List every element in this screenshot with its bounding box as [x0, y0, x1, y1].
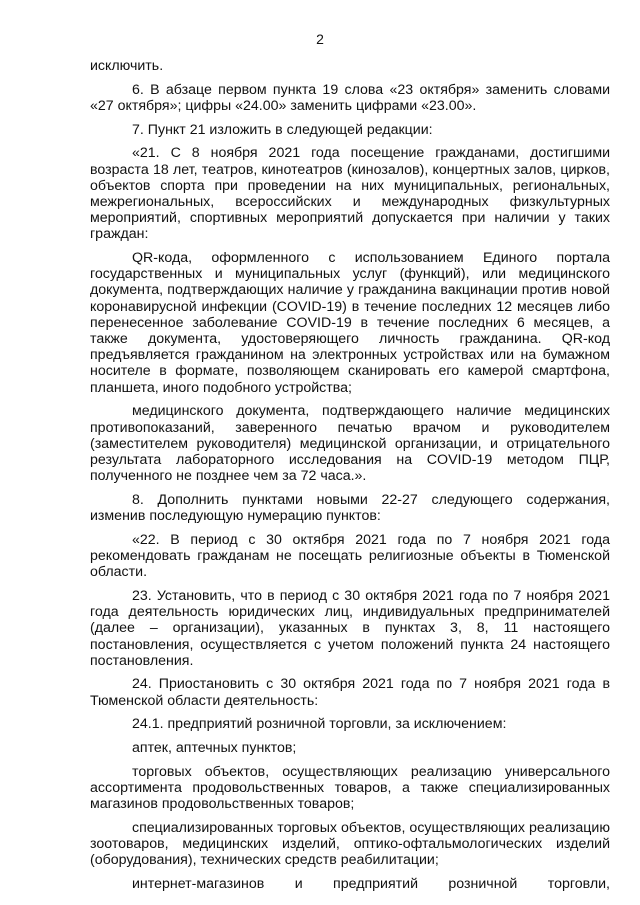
page-number: 2: [316, 31, 324, 47]
paragraph: медицинского документа, подтверждающего наличие медицинских противопоказаний, заверенного печатью врачом и руководителем (заместителем руководителя) медицинской организации, и отрицательного результата лабораторного исследования на COVID-19 методом ПЦР, полученного не позднее чем за 72 часа.».: [90, 403, 610, 485]
paragraph: интернет-магазинов и предприятий розничной торговли,: [132, 875, 610, 892]
paragraph: «21. С 8 ноября 2021 года посещение гражданами, достигшими возраста 18 лет, театров, кинотеатров (кинозалов), концертных залов, цирков, объектов спорта при проведении на них муниципальных, региональных, межрегиональных, всероссийских и международных физкультурных мероприятий, спортивных мероприятий допускается при наличии у таких граждан:: [90, 145, 610, 243]
paragraph: QR-кода, оформленного с использованием Единого портала государственных и муниципальных услуг (функций), или медицинского документа, подтверждающих наличие у гражданина вакцинации против новой коронавирусной инфекции (COVID-19) в течение последних 12 месяцев либо перенесенное заболевание COVID-19 в течение последних 6 месяцев, а также документа, удостоверяющего личность гражданина. QR-код предъявляется гражданином на электронных устройствах или на бумажном носителе в формате, позволяющем сканировать его камерой смартфона, планшета, иного подобного устройства;: [90, 250, 610, 396]
paragraph: специализированных торговых объектов, осуществляющих реализацию зоотоваров, медицинских изделий, оптико-офтальмологических изделий (оборудования), технических средств реабилитации;: [90, 819, 610, 869]
paragraph: 24.1. предприятий розничной торговли, за исключением:: [132, 716, 507, 733]
document-body: [90, 58, 610, 892]
paragraph: исключить.: [90, 58, 164, 74]
paragraph: 7. Пункт 21 изложить в следующей редакции:: [132, 121, 433, 138]
paragraph: 24. Приостановить с 30 октября 2021 года по 7 ноября 2021 года в Тюменской области деятельность:: [90, 676, 610, 709]
paragraph: «22. В период с 30 октября 2021 года по 7 ноября 2021 года рекомендовать гражданам не посещать религиозные объекты в Тюменской области.: [90, 531, 610, 581]
paragraph: торговых объектов, осуществляющих реализацию универсального ассортимента продовольственных товаров, а также специализированных магазинов продовольственных товаров;: [90, 763, 610, 813]
paragraph: 8. Дополнить пунктами новыми 22-27 следующего содержания, изменив последующую нумерацию пунктов:: [90, 491, 610, 525]
paragraph: 23. Установить, что в период с 30 октября 2021 года по 7 ноября 2021 года деятельность юридических лиц, индивидуальных предпринимателей (далее – организации), указанных в пунктах 3, 8, 11 настоящего постановления, осуществляется с учетом положений пункта 24 настоящего постановления.: [90, 587, 610, 669]
paragraph: 6. В абзаце первом пункта 19 слова «23 октября» заменить словами «27 октября»; цифры «24.00» заменить цифрами «23.00».: [90, 81, 610, 114]
paragraph: аптек, аптечных пунктов;: [132, 740, 297, 757]
